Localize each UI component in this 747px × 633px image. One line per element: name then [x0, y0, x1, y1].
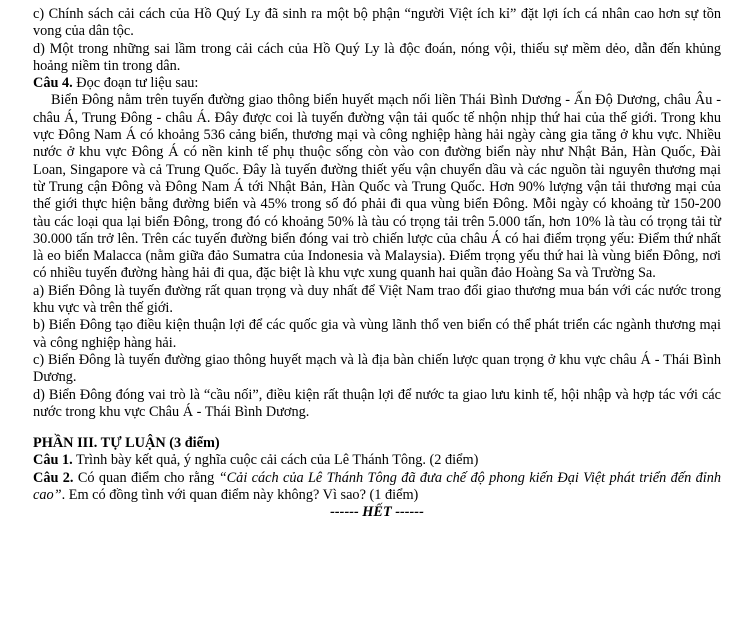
question-4-option-c: c) Biển Đông là tuyến đường giao thông huyết mạch và là địa bàn chiến lược quan trọng ở khu vực châu Á - Thái Bình Dương.: [33, 351, 721, 386]
essay-question-1-text: Trình bày kết quả, ý nghĩa cuộc cải cách của Lê Thánh Tông. (2 điểm): [72, 452, 479, 469]
essay-question-2: [33, 470, 721, 505]
essay-question-2-quote: “Cải cách của Lê Thánh Tông đã đưa chế độ phong kiến Đại Việt phát triển đến đỉnh cao”: [33, 469, 721, 504]
question-4-option-d: d) Biển Đông đóng vai trò là “cầu nối”, điều kiện rất thuận lợi để nước ta giao lưu kinh tế, hội nhập và hợp tác với các nước trong khu vực Châu Á - Thái Bình Dương.: [33, 386, 721, 420]
part2-option-c: c) Chính sách cải cách của Hồ Quý Ly đã sinh ra một bộ phận “người Việt ích kỉ” đặt lợi ích cá nhân cao hơn sự tồn vong của dân tộc.: [33, 6, 721, 40]
part3-heading: PHẦN III. TỰ LUẬN (3 điểm): [33, 435, 220, 452]
essay-question-1-label: Câu 1.: [33, 452, 73, 469]
question-4-option-a: a) Biển Đông là tuyến đường rất quan trọng và duy nhất để Việt Nam trao đổi giao thương mua bán với các nước trong khu vực và trên thế giới.: [33, 282, 721, 317]
question-4-intro: Đọc đoạn tư liệu sau:: [72, 75, 199, 92]
part2-option-d: d) Một trong những sai lầm trong cải cách của Hồ Quý Ly là độc đoán, nóng vội, thiếu sự mềm dẻo, dẫn đến khủng hoảng niềm tin trong dân.: [33, 40, 721, 74]
question-4: [33, 75, 721, 92]
question-4-passage: Biển Đông nằm trên tuyến đường giao thông biển huyết mạch nối liền Thái Bình Dương - Ấn Độ Dương, châu Âu - châu Á, Trung Đông - châu Á. Đây được coi là tuyến đường vận tải quốc tế nhộn nhịp thứ hai của thế giới. Trong khu vực Đông Nam Á có khoảng 536 cảng biển, thương mại và công nghiệp hàng hải ngày càng gia tăng ở khu vực. Nhiều nước ở khu vực Đông Á có nền kinh tế phụ thuộc sống còn vào con đường biển này như Nhật Bản, Hàn Quốc, Đài Loan, Singapore và cả Trung Quốc. Đây là tuyến đường thiết yếu vận chuyển dầu và các nguồn tài nguyên thương mại từ Trung cận Đông và Đông Nam Á tới Nhật Bản, Hàn Quốc và Trung Quốc. Hơn 90% lượng vận tải thương mại của thế giới thực hiện bằng đường biển và 45% trong số đó phải đi qua vùng biển Đông. Mỗi ngày có khoảng từ 150-200 tàu các loại qua lại biển Đông, trong đó có khoảng 50% là tàu có trọng tải trên 5.000 tấn, hơn 10% là tàu có trọng tải từ 30.000 tấn trở lên. Trên các tuyến đường biển đóng vai trò chiến lược của châu Á có hai điểm trọng yếu: Điểm thứ nhất là eo biển Malacca (nằm giữa đảo Sumatra của Indonesia và Malaysia). Điểm trọng yếu thứ hai là vùng biển Đông, nơi có nhiều tuyến đường hàng hải đi qua, đặc biệt là khu vực xung quanh hai quần đảo Hoàng Sa và Trường Sa.: [33, 92, 721, 282]
essay-question-2-text-before: Có quan điểm cho rằng: [73, 469, 219, 486]
end-marker: ------ HẾT ------: [330, 504, 424, 521]
essay-question-2-text-after: . Em có đồng tình với quan điểm này không? Vì sao? (1 điểm): [61, 487, 419, 504]
essay-question-2-label: Câu 2.: [33, 469, 74, 486]
section-spacer: [33, 421, 721, 435]
essay-question-1: [33, 452, 721, 469]
question-4-label: Câu 4.: [33, 75, 73, 92]
question-4-option-b: b) Biển Đông tạo điều kiện thuận lợi để các quốc gia và vùng lãnh thổ ven biển có thể phát triển các ngành thương mại và công nghiệp hàng hải.: [33, 317, 721, 351]
